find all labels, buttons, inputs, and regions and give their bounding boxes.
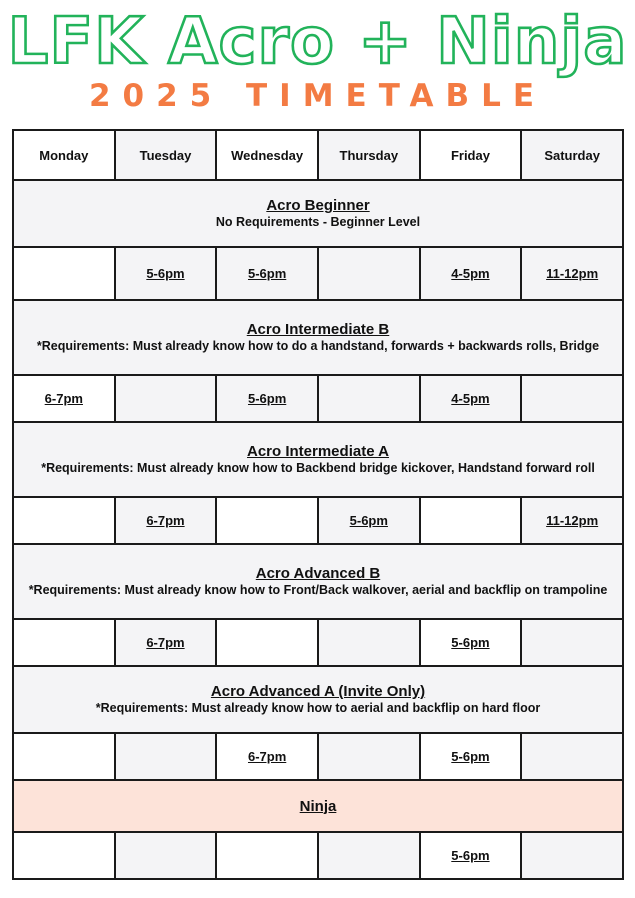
- day-header-monday: Monday: [13, 130, 115, 180]
- time-slot[interactable]: 6-7pm: [115, 619, 217, 666]
- time-slot: [13, 497, 115, 544]
- time-slot: [13, 832, 115, 879]
- day-header-row: [13, 130, 623, 180]
- time-slot: [216, 619, 318, 666]
- class-requirements: *Requirements: Must already know how to aerial and backflip on hard floor: [95, 701, 541, 715]
- time-slot: [115, 832, 217, 879]
- day-header-saturday: Saturday: [521, 130, 623, 180]
- time-slot: [521, 733, 623, 780]
- class-section-acro-advanced-a: [13, 666, 623, 733]
- time-slot: [13, 619, 115, 666]
- time-slot[interactable]: 5-6pm: [216, 375, 318, 422]
- time-row-acro-beginner: [13, 247, 623, 300]
- time-slot[interactable]: 6-7pm: [115, 497, 217, 544]
- class-section-cell: [13, 180, 623, 247]
- time-row-acro-advanced-a: [13, 733, 623, 780]
- time-slot: [521, 832, 623, 879]
- class-section-acro-advanced-b: [13, 544, 623, 619]
- class-section-acro-beginner: [13, 180, 623, 247]
- class-section-cell: [13, 544, 623, 619]
- day-header-tuesday: Tuesday: [115, 130, 217, 180]
- class-name: Acro Advanced A (Invite Only): [210, 683, 426, 700]
- time-slot: [318, 247, 420, 300]
- day-header-thursday: Thursday: [318, 130, 420, 180]
- class-name: Acro Beginner: [266, 197, 370, 214]
- time-slot: [115, 733, 217, 780]
- time-slot[interactable]: 4-5pm: [420, 247, 522, 300]
- time-slot[interactable]: 6-7pm: [13, 375, 115, 422]
- time-slot[interactable]: 5-6pm: [115, 247, 217, 300]
- class-name: Acro Advanced B: [255, 565, 381, 582]
- class-section-ninja: [13, 780, 623, 832]
- page-subtitle: 2025 TIMETABLE: [88, 78, 547, 114]
- time-slot: [521, 375, 623, 422]
- time-slot: [420, 497, 522, 544]
- day-header-friday: Friday: [420, 130, 522, 180]
- class-section-cell: [13, 422, 623, 497]
- day-header-wednesday: Wednesday: [216, 130, 318, 180]
- time-slot[interactable]: 4-5pm: [420, 375, 522, 422]
- class-section-cell: [13, 300, 623, 375]
- time-slot[interactable]: 5-6pm: [216, 247, 318, 300]
- time-slot: [318, 619, 420, 666]
- time-slot: [318, 832, 420, 879]
- class-name: Acro Intermediate B: [246, 321, 390, 338]
- class-section-acro-intermediate-b: [13, 300, 623, 375]
- time-slot: [521, 619, 623, 666]
- time-slot[interactable]: 5-6pm: [318, 497, 420, 544]
- class-requirements: No Requirements - Beginner Level: [215, 215, 421, 229]
- time-slot: [216, 832, 318, 879]
- time-slot: [13, 247, 115, 300]
- time-slot: [318, 375, 420, 422]
- class-requirements: *Requirements: Must already know how to do a handstand, forwards + backwards rolls, Bridge: [36, 339, 600, 353]
- time-row-acro-advanced-b: [13, 619, 623, 666]
- time-slot[interactable]: 5-6pm: [420, 733, 522, 780]
- class-name: Ninja: [299, 797, 337, 815]
- time-slot: [318, 733, 420, 780]
- time-row-acro-intermediate-b: [13, 375, 623, 422]
- time-slot[interactable]: 11-12pm: [521, 497, 623, 544]
- time-row-acro-intermediate-a: [13, 497, 623, 544]
- time-slot[interactable]: 6-7pm: [216, 733, 318, 780]
- class-name: Acro Intermediate A: [247, 443, 389, 460]
- time-slot: [216, 497, 318, 544]
- time-slot: [115, 375, 217, 422]
- time-slot[interactable]: 5-6pm: [420, 832, 522, 879]
- time-row-ninja: [13, 832, 623, 879]
- time-slot: [13, 733, 115, 780]
- time-slot[interactable]: 5-6pm: [420, 619, 522, 666]
- class-section-cell: [13, 780, 623, 832]
- class-section-acro-intermediate-a: [13, 422, 623, 497]
- time-slot[interactable]: 11-12pm: [521, 247, 623, 300]
- class-section-cell: [13, 666, 623, 733]
- class-requirements: *Requirements: Must already know how to Front/Back walkover, aerial and backflip on trampoline: [28, 583, 608, 597]
- class-requirements: *Requirements: Must already know how to Backbend bridge kickover, Handstand forward roll: [41, 461, 595, 475]
- timetable-grid: [12, 129, 624, 880]
- page-title: LFK Acro + Ninja: [7, 5, 628, 79]
